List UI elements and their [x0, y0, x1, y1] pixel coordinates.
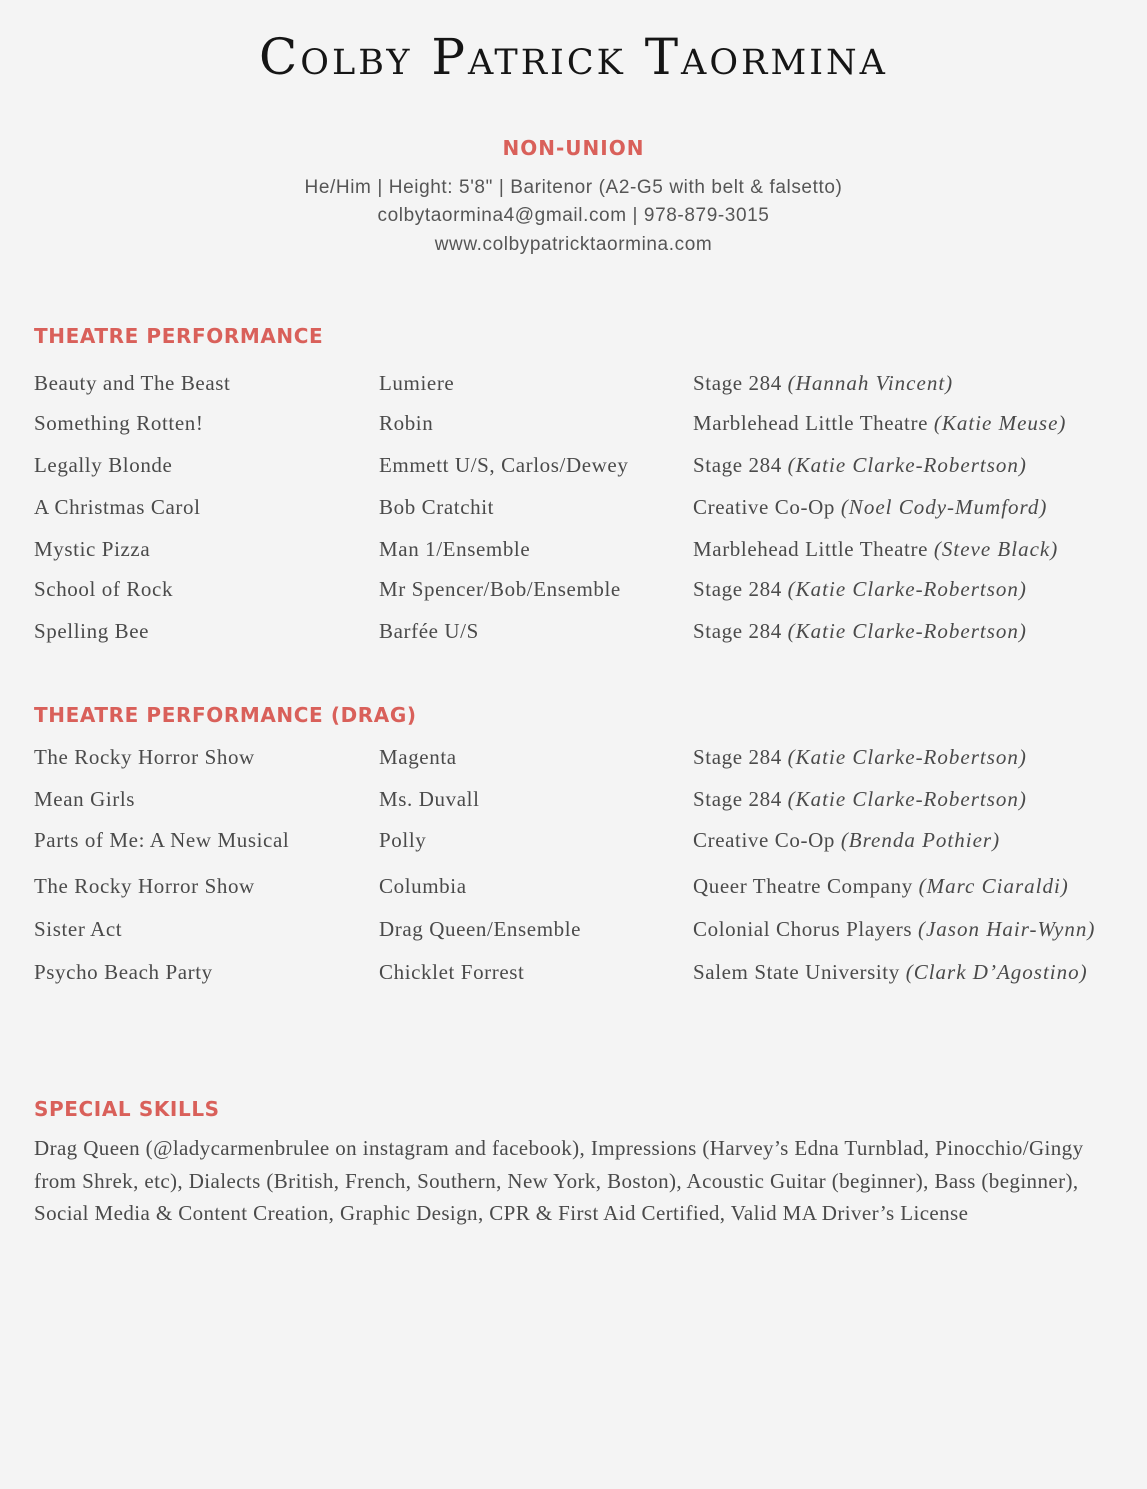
- role-name: Chicklet Forrest: [379, 960, 525, 984]
- credit-row: [0, 371, 1147, 401]
- venue-director: [693, 917, 1095, 942]
- venue-name: Stage 284: [693, 453, 782, 477]
- venue-name: Stage 284: [693, 619, 782, 643]
- resume-name: Colby Patrick Taormina: [259, 28, 888, 86]
- venue-name: Stage 284: [693, 577, 782, 601]
- show-title: Parts of Me: A New Musical: [34, 828, 290, 852]
- show-title: The Rocky Horror Show: [34, 874, 255, 898]
- venue-name: Colonial Chorus Players: [693, 917, 913, 941]
- director-name: (Katie Meuse): [933, 411, 1067, 435]
- credit-row: [0, 960, 1147, 990]
- venue-director: [693, 745, 1027, 770]
- show-title: Spelling Bee: [34, 619, 150, 643]
- venue-name: Stage 284: [693, 371, 782, 395]
- show-title: Legally Blonde: [34, 453, 173, 477]
- venue-director: [693, 371, 953, 396]
- union-status: NON-UNION: [502, 136, 645, 160]
- director-name: (Steve Black): [933, 537, 1059, 561]
- credit-row: [0, 828, 1147, 858]
- skills-text: Drag Queen (@ladycarmenbrulee on instagram and facebook), Impressions (Harvey’s Edna Turnblad, Pinocchio/Gingy from Shrek, etc), Dialects (British, French, Southern, New York, Boston), Acoustic Guitar (beginner), Bass (beginner), Social Media & Content Creation, Graphic Design, CPR & First Aid Certified, Valid MA Driver’s License: [34, 1136, 1084, 1225]
- credit-row: [0, 917, 1147, 947]
- role-name: Magenta: [379, 745, 457, 769]
- credit-row: [0, 453, 1147, 483]
- show-title: Sister Act: [34, 917, 123, 941]
- show-title: The Rocky Horror Show: [34, 745, 255, 769]
- show-title: Something Rotten!: [34, 411, 204, 435]
- role-name: Barfée U/S: [379, 619, 479, 643]
- role-name: Polly: [379, 828, 427, 852]
- role-name: Drag Queen/Ensemble: [379, 917, 582, 941]
- credit-row: [0, 787, 1147, 817]
- role-name: Emmett U/S, Carlos/Dewey: [379, 453, 629, 477]
- director-name: (Jason Hair-Wynn): [917, 917, 1096, 941]
- venue-name: Marblehead Little Theatre: [693, 411, 929, 435]
- show-title: A Christmas Carol: [34, 495, 201, 519]
- website-link[interactable]: www.colbypatricktaormina.com: [434, 234, 713, 255]
- show-title: Psycho Beach Party: [34, 960, 213, 984]
- director-name: (Clark D’Agostino): [905, 960, 1088, 984]
- director-name: (Katie Clarke-Robertson): [787, 787, 1027, 811]
- credit-row: [0, 745, 1147, 775]
- venue-name: Queer Theatre Company: [693, 874, 913, 898]
- role-name: Man 1/Ensemble: [379, 537, 531, 561]
- role-name: Robin: [379, 411, 434, 435]
- show-title: Mystic Pizza: [34, 537, 151, 561]
- credit-row: [0, 537, 1147, 567]
- venue-name: Stage 284: [693, 745, 782, 769]
- drag-heading: THEATRE PERFORMANCE (DRAG): [34, 703, 417, 727]
- theatre-heading: THEATRE PERFORMANCE: [34, 324, 324, 348]
- venue-director: [693, 537, 1058, 562]
- venue-director: [693, 619, 1027, 644]
- show-title: Beauty and The Beast: [34, 371, 231, 395]
- venue-director: [693, 787, 1027, 812]
- venue-name: Creative Co-Op: [693, 495, 835, 519]
- venue-director: [693, 828, 1000, 853]
- role-name: Mr Spencer/Bob/Ensemble: [379, 577, 621, 601]
- contact-info: colbytaormina4@gmail.com | 978-879-3015: [377, 205, 770, 226]
- director-name: (Katie Clarke-Robertson): [787, 453, 1027, 477]
- role-name: Lumiere: [379, 371, 455, 395]
- venue-name: Creative Co-Op: [693, 828, 835, 852]
- director-name: (Katie Clarke-Robertson): [787, 619, 1027, 643]
- role-name: Bob Cratchit: [379, 495, 495, 519]
- role-name: Ms. Duvall: [379, 787, 480, 811]
- credit-row: [0, 411, 1147, 441]
- venue-director: [693, 453, 1027, 478]
- director-name: (Brenda Pothier): [840, 828, 1001, 852]
- director-name: (Marc Ciaraldi): [918, 874, 1069, 898]
- venue-director: [693, 495, 1047, 520]
- venue-director: [693, 874, 1069, 899]
- show-title: School of Rock: [34, 577, 174, 601]
- credit-row: [0, 577, 1147, 607]
- venue-name: Salem State University: [693, 960, 900, 984]
- director-name: (Noel Cody-Mumford): [840, 495, 1048, 519]
- venue-name: Stage 284: [693, 787, 782, 811]
- venue-director: [693, 960, 1088, 985]
- credit-row: [0, 495, 1147, 525]
- director-name: (Katie Clarke-Robertson): [787, 577, 1027, 601]
- venue-director: [693, 577, 1027, 602]
- director-name: (Katie Clarke-Robertson): [787, 745, 1027, 769]
- director-name: (Hannah Vincent): [787, 371, 954, 395]
- role-name: Columbia: [379, 874, 467, 898]
- venue-name: Marblehead Little Theatre: [693, 537, 929, 561]
- credit-row: [0, 619, 1147, 649]
- personal-details: He/Him | Height: 5'8" | Baritenor (A2-G5 with belt & falsetto): [304, 177, 843, 198]
- show-title: Mean Girls: [34, 787, 136, 811]
- skills-heading: SPECIAL SKILLS: [34, 1097, 220, 1121]
- credit-row: [0, 874, 1147, 904]
- venue-director: [693, 411, 1066, 436]
